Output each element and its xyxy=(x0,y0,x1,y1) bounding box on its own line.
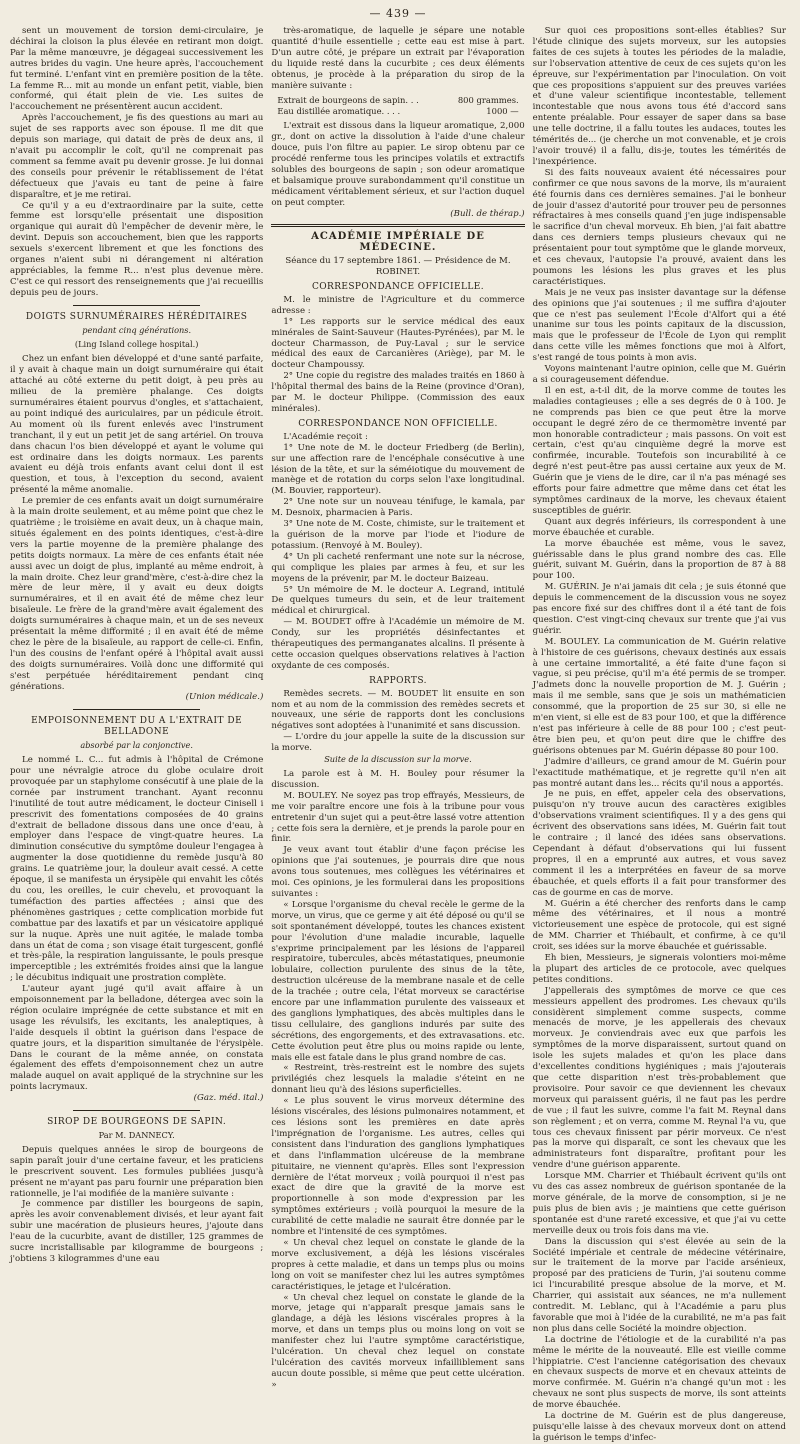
citation: (Gaz. méd. ital.) xyxy=(193,1093,264,1104)
paragraph: Je veux avant tout établir d'une façon précise les opinions que j'ai soutenues, je pourrais dire que nous avons tous soutenues, mes collègues les vétérinaires et moi. Ces opinions, je les formulerai dans les propositions suivantes : xyxy=(271,845,525,899)
paragraph: « Lorsque l'organisme du cheval recèle le germe de la morve, un virus, que ce germe y ait été déposé ou qu'il se soit spontanément développé, toutes les chances existent pour l'évolution d'une maladie incurable, laquelle s'exprime principalement par les lésions de l'appareil respiratoire, tubercules, abcès métastatiques, pneumonie lobulaire, collection purulente des sinus de la tête, destruction ulcéreuse de la membrane nasale et de celle de la trachée ; outre cela, l'état morveux se caractérise encore par une inflammation purulente des vaisseaux et des ganglions lymphatiques, des abcès multiples dans le tissu cellulaire, des ganglions indurés par suite des sécrétions, des engorgements, et des extravasations. etc. Cette évolution peut être plus ou moins rapide ou lente, mais elle est fatale dans le plus grand nombre de cas. xyxy=(271,899,525,1063)
divider xyxy=(73,1110,200,1111)
paragraph: « Le plus souvent le virus morveux détermine des lésions viscérales, des lésions pulmonaires notamment, et ces lésions sont les premières en date après l'imprégnation de l'organisme. Les autres, celles qui consistent dans l'induration des ganglions lymphatiques et dans l'inflammation ulcéreuse de la membrane pituitaire, ne viennent qu'après. Elles sont l'expression dernière de l'état morveux ; voilà pourquoi il n'est pas exact de dire que la gravité de la morve est proportionnelle à son mode d'expression par les symptômes extérieurs ; voilà pourquoi la mesure de la curabilité de cette maladie ne saurait être donnée par le nombre et l'intensité de ces symptômes. xyxy=(271,1096,525,1238)
paragraph: Voyons maintenant l'autre opinion, celle que M. Guérin a si courageusement défendue. xyxy=(532,364,786,385)
paragraph: J'admire d'ailleurs, ce grand amour de M. Guérin pour l'exactitude mathématique, et je regrette qu'il n'en ait pas montré autant dans les... récits qu'il nous a apportés. xyxy=(532,756,786,789)
formula-quantity: 1000 — xyxy=(486,106,519,117)
columns xyxy=(10,26,786,1443)
formula-quantity: 800 grammes. xyxy=(457,95,519,106)
paragraph: Chez un enfant bien développé et d'une santé parfaite, il y avait à chaque main un doigt surnuméraire qui était attaché au côté externe du petit doigt, à peu près au milieu de la première phalange. Ces doigts surnuméraires étaient pourvus d'ongles, et s'attachaient, au point indiqué des auriculaires, par un pédicule étroit. Au moment où ils furent enlevés avec l'instrument tranchant, il y eut un petit jet de sang artériel. On trouva dans chacun l'os bien développé et ayant le volume qui est ordinaire dans les doigts normaux. Les parents avaient eu déjà trois enfants avant celui dont il est question, et tous, à l'exception du second, avaient présenté la même anomalie. xyxy=(10,354,264,496)
paragraph: M. BOULEY. La communication de M. Guérin relative à l'histoire de ces guérisons, chevaux destinés aux essais à une certaine immortalité, a été faite d'une façon si vague, si peu précise, qu'il m'a été permis de se tromper. J'admets donc la nouvelle proportion de M. J. Guérin ; mais il me semble, sans que je sois un mathématicien consommé, que la proportion de 25 sur 30, si elle ne m'en vient, si elle est de 83 pour 100, et que la différence n'est pas inférieure à celle de 88 pour 100 ; c'est peut-être bien peu, et qu'on peut dire que le chiffre des guérisons obtenues par M. Guérin dépasse 80 pour 100. xyxy=(532,636,786,756)
formula-ingredient: Eau distillée aromatique. . . . xyxy=(277,106,401,117)
column-left xyxy=(10,26,264,1264)
column-right xyxy=(532,26,786,1443)
paragraph: Mais je ne veux pas insister davantage sur la défense des opinions que j'ai soutenues ; il me suffira d'ajouter que ce n'est pas seulement l'École d'Alfort qui a été unanime sur tous les points capitaux de la discussion, mais que le professeur de l'École de Lyon qui remplit dans cette ville les mêmes fonctions que moi à Alfort, s'est rangé de tous points à mon avis. xyxy=(532,287,786,364)
formula-table xyxy=(277,95,518,117)
section-author: Par M. DANNECY. xyxy=(98,1130,175,1140)
paragraph: Lorsque MM. Charrier et Thiébault écrivent qu'ils ont vu des cas assez nombreux de guérison spontanée de la morve générale, de la morve de consomption, si je ne puis plus de bien avis ; je maintiens que cette guérison spontanée est d'une rareté excessive, et que j'ai vu cette merveille deux ou trois fois dans ma vie. xyxy=(532,1171,786,1236)
paragraph: La doctrine de M. Guérin est de plus dangereuse, puisqu'elle laisse à des chevaux morveux dont on attend la guérison le temps d'infec- xyxy=(532,1411,786,1443)
paragraph: M. Guérin a été chercher des renforts dans le camp même des vétérinaires, et il nous a montré victorieusement une espèce de protocole, qui est signé de MM. Charrier et Thiébault, et confirme, à ce qu'il croit, ses idées sur la morve ébauchée et guérissable. xyxy=(532,898,786,953)
citation: (Bull. de thérap.) xyxy=(450,208,525,219)
paragraph: L'extrait est dissous dans la liqueur aromatique, 2,000 gr., dont on active la dissolution à l'aide d'une chaleur douce, puis l'on filtre au papier. Le sirop obtenu par ce procédé renferme tous les principes volatils et extractifs solubles des bourgeons de sapin ; son odeur aromatique et balsamique prouve surabondamment qu'il constitue un médicament véritablement sérieux, et sur l'action duquel on peut compter. xyxy=(271,121,525,208)
column-middle xyxy=(271,26,525,1390)
subsection-title: RAPPORTS. xyxy=(369,675,427,686)
section-subtitle: pendant cinq générations. xyxy=(82,324,192,335)
divider xyxy=(73,305,200,306)
paragraph: 1° Les rapports sur le service médical des eaux minérales de Saint-Sauveur (Hautes-Pyrénées), par M. le docteur Charmasson, de Puy-Laval ; sur le service médical des eaux de Carcanières (Ariège), par M. le docteur Champoussy. xyxy=(271,316,525,371)
section-title: EMPOISONNEMENT DU A L'EXTRAIT DE BELLADONE xyxy=(31,716,243,738)
paragraph: Depuis quelques années le sirop de bourgeons de sapin paraît jouir d'une certaine faveur, et les praticiens le prescrivent souvent. Les formules publiées jusqu'à présent ne m'ayant pas paru fournir une préparation bien rationnelle, je l'ai modifiée de la manière suivante : xyxy=(10,1144,264,1199)
paragraph: Quant aux degrés inférieurs, ils correspondent à une morve ébauchée et curable. xyxy=(532,516,786,538)
paragraph: La parole est à M. H. Bouley pour résumer la discussion. xyxy=(271,769,525,790)
paragraph: Eh bien, Messieurs, je signerais volontiers moi-même la plupart des articles de ce protocole, avec quelques petites conditions. xyxy=(532,953,786,985)
paragraph: Je commence par distiller les bourgeons de sapin, après les avoir convenablement divisés, et leur ayant fait subir une macération de plusieurs heures, j'ajoute dans l'eau de la cucurbite, avant de distiller, 125 grammes de sucre incristallisable par kilogramme de bourgeons ; j'obtiens 3 kilogrammes d'une eau xyxy=(10,1199,264,1264)
paragraph: 2° Une copie du registre des malades traités en 1860 à l'hôpital thermal des bains de la Reine (province d'Oran), par M. le docteur Philippe. (Commission des eaux minérales). xyxy=(271,371,525,414)
paragraph: — M. BOUDET offre à l'Académie un mémoire de M. Condy, sur les propriétés désinfectantes et thérapeutiques des permanganates alcalins. Il présente à cette occasion quelques observations relatives à l'action oxydante de ces composés. xyxy=(271,617,525,671)
paragraph: 1° Une note de M. le docteur Friedberg (de Berlin), sur une affection rare de l'encéphale consécutive à une lésion de la tête, et sur la séméiotique du mouvement de manège et de rotation du corps selon l'axe longitudinal. (M. Bouvier, rapporteur). xyxy=(271,442,525,497)
subsection-title: CORRESPONDANCE NON OFFICIELLE. xyxy=(298,418,498,429)
paragraph: très-aromatique, de laquelle je sépare une notable quantité d'huile essentielle ; cette eau est mise à part. D'un autre côté, je prépare un extrait par l'évaporation du liquide resté dans la cucurbite ; ces deux éléments obtenus, je procède à la préparation du sirop de la manière suivante : xyxy=(271,26,525,91)
divider xyxy=(271,224,524,227)
formula-ingredient: Extrait de bourgeons de sapin. . . xyxy=(277,95,419,106)
paragraph: Le premier de ces enfants avait un doigt surnuméraire à la main droite seulement, et au même point que chez le quatrième ; le troisième en avait deux, un à chaque main, situés également en des points identiques, c'est-à-dire vers la partie moyenne de la première phalange des petits doigts normaux. La mère de ces enfants était née aussi avec un doigt de plus, implanté au même endroit, à la main droite. Chez leur grand'mère, c'est-à-dire chez la mère de leur mère, il y avait eu deux doigts surnuméraires, et il en avait été de même chez leur bisaïeule. Le frère de la grand'mère avait également des doigts surnuméraires à chaque main, et un de ses neveux présentait la même difformité ; il en avait été de même chez le père de la bisaïeule, au rapport de celle-ci. Enfin, l'un des cousins de l'enfant opéré à l'hôpital avait aussi des doigts surnuméraires. Voilà donc une difformité qui s'est perpétuée héréditairement pendant cinq générations. xyxy=(10,496,264,692)
paragraph: M. le ministre de l'Agriculture et du commerce adresse : xyxy=(271,294,525,316)
paragraph: « Un cheval chez lequel on constate le glande de la morve exclusivement, a déjà les lésions viscérales propres à cette maladie, et dans un temps plus ou moins long on voit se manifester chez lui les autres symptômes caractéristiques, le jetage et l'ulcération. xyxy=(271,1237,525,1292)
paragraph: Sur quoi ces propositions sont-elles établies? Sur l'étude clinique des sujets morveux, sur les autopsies faites de ces sujets à toutes les périodes de la maladie, sur l'observation attentive de ceux de ces sujets qu'on les épreuve, sur l'expérimentation par l'inoculation. On voit que ces propositions s'appuient sur des preuves variées et d'une valeur scientifique incontestable, tellement incontestable que nous avons tous été d'accord sans entente préalable. Pour essayer de saper dans sa base une telle doctrine, il a fallu toutes les audaces, toutes les témérités de... (je cherche un mot convenable, et je crois l'avoir trouvé) il a fallu, dis-je, toutes les témérités de l'inexpérience. xyxy=(532,26,786,167)
paragraph: L'Académie reçoit : xyxy=(283,431,368,442)
paragraph: Le nommé L. C... fut admis à l'hôpital de Crémone pour une névralgie atroce du globe oculaire droit provoquée par un staphylome consécutif à une plaie de la cornée par instrument tranchant. Ayant reconnu l'inutilité de tout autre médicament, le docteur Cinisell i prescrivit des fomentations composées de 40 grains d'extrait de belladone dissous dans une once d'eau, à employer dans l'espace de vingt-quatre heures. La diminution consécutive du symptôme douleur l'engagea à augmenter la dose quotidienne du remède jusqu'à 80 grains. Le quatrième jour, la douleur avait cessé. A cette époque, il se manifesta un érysipèle qui envahit les côtés du cou, les oreilles, le cuir chevelu, et provoquant la tuméfaction des parties affectées ; ainsi que des phénomènes gastriques ; cette complication morbide fut combattue par des laxatifs et par un vésicatoire appliqué sur la nuque. Après une nuit agitée, le malade tomba dans un état de coma ; son visage était turgescent, gonflé et très-pâle, la respiration languissante, le pouls presque imperceptible ; les extrémités froides ainsi que la langue ; le décubitus indiquait une prostration complète. xyxy=(10,755,264,984)
subsection-title: CORRESPONDANCE OFFICIELLE. xyxy=(311,282,484,293)
paragraph: M. BOULEY. Ne soyez pas trop effrayés, Messieurs, de me voir paraître encore une fois à la tribune pour vous entretenir d'un sujet qui a peut-être lassé votre attention ; cette fois sera la dernière, et je prends la parole pour en finir. xyxy=(271,790,525,845)
paragraph: M. GUÉRIN. Je n'ai jamais dit cela ; je suis étonné que depuis le commencement de la discussion vous ne soyez pas encore fixé sur des chiffres dont il a été tant de fois question. C'est vingt-cinq chevaux sur trente que j'ai vus guérir. xyxy=(532,582,786,636)
paragraph: sent un mouvement de torsion demi-circulaire, je déchirai la cloison la plus élevée en retirant mon doigt. Par la même manœuvre, je dégageai successivement les autres brides du vagin. Une heure après, l'accouchement fut terminé. L'enfant vint en première position de la tête. La femme R... mit au monde un enfant petit, viable, bien conformé, qui était plein de vie. Les suites de l'accouchement ne présentèrent aucun accident. xyxy=(10,26,264,113)
paragraph: Il en est, a-t-il dit, de la morve comme de toutes les maladies contagieuses ; elle a ses degrés de 0 à 100. Je ne comprends pas bien ce que peut être la morve occupant le degré zéro de ce thermomètre inventé par mon honorable contradicteur ; mais passons. On voit est certain, c'est qu'au cinquième degré la morve est confirmée, incurable. Toutefois son incurabilité à ce degré n'est peut-être pas aussi certaine aux yeux de M. Guérin que je viens de le dire, car il n'a pas ménagé ses efforts pour faire admettre que même dans cet état les symptômes cardinaux de la morve, les chevaux étaient susceptibles de guérir. xyxy=(532,385,786,516)
paragraph: L'auteur ayant jugé qu'il avait affaire à un empoisonnement par la belladone, détergea avec soin la région oculaire imprégnée de cette substance et mit en usage les révulsifs, les excitants, les analeptiques, à l'aide desquels il obtint la guérison dans l'espace de quatre jours, et la disparition simultanée de l'érysipèle. Dans le courant de la même année, on constata également des effets d'empoisonnement chez un autre malade auquel on avait appliqué de la strychnine sur les points lacrymaux. xyxy=(10,984,264,1093)
paragraph: Remèdes secrets. — M. BOUDET lit ensuite en son nom et au nom de la commission des remèdes secrets et nouveaux, une série de rapports dont les conclusions négatives sont adoptées à l'unanimité et sans discussion. xyxy=(271,688,525,732)
section-source: (Ling Island college hospital.) xyxy=(74,339,199,350)
paragraph: Dans la discussion qui s'est élevée au sein de la Société impériale et centrale de médecine vétérinaire, sur le traitement de la morve par l'acide arsénieux, proposé par des praticiens de Turin, j'ai soutenu comme ici l'incurabilité presque absolue de la morve, et M. Charrier, qui assistait aux séances, ne m'a nullement contredit. M. Leblanc, qui à l'Académie a paru plus favorable que moi à l'idée de la curabilité, ne m'a pas fait non plus dans celle Société la moindre objection. xyxy=(532,1236,786,1334)
section-title: ACADÉMIE IMPÉRIALE DE MÉDECINE. xyxy=(311,231,485,254)
paragraph: Ce qu'il y a eu d'extraordinaire par la suite, cette femme est lorsqu'elle présentait une disposition organique qui aurait dû l'empêcher de devenir mère, le devint. Depuis son accouchement, bien que les rapports sexuels s'exercent librement et que les fonctions des organes n'aient subi ni dérangement ni altération appréciables, la femme R... n'est plus devenue mère. C'est ce qui ressort des renseignements que j'ai recueillis depuis peu de jours. xyxy=(10,200,264,298)
citation: (Union médicale.) xyxy=(185,692,264,703)
subsection-title: Suite de la discussion sur la morve. xyxy=(324,754,472,765)
paragraph: J'appellerais des symptômes de morve ce que ces messieurs appellent des prodromes. Les chevaux qu'ils considèrent simplement comme suspects, comme menacés de morve, je les appellerais des chevaux morveux. Je conviendrais avec eux que parfois les symptômes de la morve disparaissent, surtout quand on isole les sujets malades et qu'on les place dans d'excellentes conditions hygiéniques ; mais j'ajouterais que cette disparition n'est très-probablement que provisoire. Pour savoir ce que deviennent les chevaux morveux qui paraissent guéris, il ne faut pas les perdre de vue ; il faut les suivre, comme l'a fait M. Reynal dans son règlement ; et on verra, comme M. Reynal l'a vu, que tous ces chevaux finissent par périr morveux. Ce n'est pas la morve qui disparaît, ce sont les chevaux que les administrateurs font disparaître, profitant pour les vendre d'une guérison apparente. xyxy=(532,985,786,1171)
paragraph: 5° Un mémoire de M. le docteur A. Legrand, intitulé De quelques tumeurs du sein, et de leur traitement médical et chirurgical. xyxy=(271,584,525,617)
paragraph: 4° Un pli cacheté renfermant une note sur la nécrose, qui complique les plaies par armes à feu, et sur les moyens de la prévenir, par M. le docteur Baizeau. xyxy=(271,551,525,584)
divider xyxy=(73,709,200,710)
paragraph: 2° Une note sur un nouveau ténifuge, le kamala, par M. Desnoix, pharmacien à Paris. xyxy=(271,497,525,519)
paragraph: La morve ébauchée est même, vous le savez, guérissable dans le plus grand nombre des cas. Elle guérit, suivant M. Guérin, dans la proportion de 87 à 88 pour 100. xyxy=(532,538,786,582)
paragraph: « Un cheval chez lequel on constate le glande de la morve, jetage qui n'apparaît presque jamais sans le glandage, a déjà les lésions viscérales propres à la morve, et dans un temps plus ou moins long on voit se manifester chez lui l'autre symptôme caractéristique, l'ulcération. Un cheval chez lequel on constate l'ulcération des cavités morveux infailliblement sans aucun doute possible, si même que peut cette ulcération. » xyxy=(271,1292,525,1390)
section-title: SIROP DE BOURGEONS DE SAPIN. xyxy=(47,1117,227,1128)
page-number: — 439 — xyxy=(369,6,427,20)
meeting-line: Séance du 17 septembre 1861. — Présidence de M. ROBINET. xyxy=(285,256,511,278)
paragraph: Si des faits nouveaux avaient été nécessaires pour confirmer ce que nous savons de la morve, ils m'auraient été fournis dans ces dernières semaines. J'ai le bonheur de jouir d'assez d'autorité pour trouver peu de personnes réfractaires à mes conseils quand j'en juge indispensable le sacrifice d'un cheval morveux. Eh bien, j'ai fait abattre dans ces derniers temps plusieurs chevaux qui ne présentaient pour tout symptôme que le glande morveux, et ces chevaux, l'autopsie l'a prouvé, avaient dans les poumons les lésions les plus graves et les plus caractéristiques. xyxy=(532,167,786,287)
section-subtitle: absorbé par la conjonctive. xyxy=(80,740,194,751)
paragraph: « Restreint, très-restreint est le nombre des sujets privilégiés chez lesquels la maladie s'éteint en ne donnant lieu qu'à des lésions superficielles. xyxy=(271,1063,525,1096)
paragraph: 3° Une note de M. Coste, chimiste, sur le traitement et la guérison de la morve par l'iode et l'iodure de potassium. (Renvoyé à M. Bouley). xyxy=(271,519,525,551)
paragraph: Je ne puis, en effet, appeler cela des observations, puisqu'on n'y trouve aucun des caractères exigibles d'observations vraiment scientifiques. Il y a des gens qui écrivent des observations sans idées, M. Guérin fait tout le contraire ; il lancé des idées sans observations. Cependant à défaut d'observations qui lui fussent propres, il en a emprunté aux autres, et vous savez comment il les a interprétées en faveur de sa morve ébauchée, et quels efforts il a fait pour transformer des cas de gourme en cas de morve. xyxy=(532,789,786,898)
section-title: DOIGTS SURNUMÉRAIRES HÉRÉDITAIRES xyxy=(25,311,248,322)
paragraph: Après l'accouchement, je fis des questions au mari au sujet de ses rapports avec son épouse. Il me dit que depuis son mariage, qui datait de près de deux ans, il n'avait pu accomplir le coït, qu'il ne comprenait pas comment sa femme avait pu devenir grosse. Je lui donnai des conseils pour prévenir le rétablissement de l'état défectueux que j'avais eu tant de peine à faire disparaître, et je me retirai. xyxy=(10,113,264,200)
paragraph: — L'ordre du jour appelle la suite de la discussion sur la morve. xyxy=(271,732,525,754)
page-header xyxy=(10,0,786,26)
paragraph: La doctrine de l'étiologie et de la curabilité n'a pas même le mérite de la nouveauté. Elle est vieille comme l'hippiatrie. C'est l'ancienne catégorisation des chevaux en chevaux suspects de morve et en chevaux atteints de morve confirmée. M. Guérin n'a changé qu'un mot : les chevaux ne sont plus suspects de morve, ils sont atteints de morve ébauchée. xyxy=(532,1334,786,1411)
